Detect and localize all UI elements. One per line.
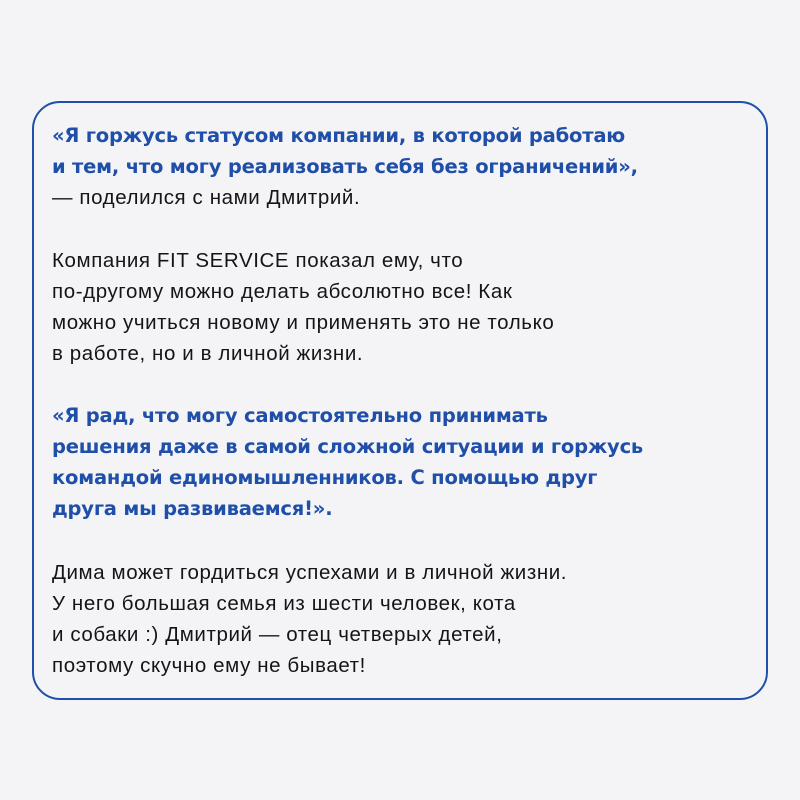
body-line: в работе, но и в личной жизни. bbox=[52, 342, 364, 365]
body-line: поэтому скучно ему не бывает! bbox=[52, 654, 366, 677]
quote-line: «Я горжусь статусом компании, в которой работаю bbox=[52, 124, 626, 147]
body-line: можно учиться новому и применять это не только bbox=[52, 311, 555, 334]
quote-block-2 bbox=[52, 400, 643, 524]
body-line: У него большая семья из шести человек, кота bbox=[52, 592, 516, 615]
body-line: Компания FIT SERVICE показал ему, что bbox=[52, 249, 464, 272]
body-paragraph-1 bbox=[52, 245, 554, 369]
quote-block-1 bbox=[52, 120, 638, 213]
body-paragraph-2 bbox=[52, 557, 567, 681]
body-line: и собаки :) Дмитрий — отец четверых детей, bbox=[52, 623, 503, 646]
quote-line: друга мы развиваемся!». bbox=[52, 497, 333, 520]
quote-attribution: — поделился с нами Дмитрий. bbox=[52, 186, 361, 209]
body-line: Дима может гордиться успехами и в личной жизни. bbox=[52, 561, 568, 584]
quote-line: и тем, что могу реализовать себя без ограничений», bbox=[52, 155, 638, 178]
quote-line: командой единомышленников. С помощью друг bbox=[52, 466, 598, 489]
body-line: по-другому можно делать абсолютно все! Как bbox=[52, 280, 513, 303]
quote-line: «Я рад, что могу самостоятельно принимать bbox=[52, 404, 548, 427]
quote-line: решения даже в самой сложной ситуации и горжусь bbox=[52, 435, 644, 458]
